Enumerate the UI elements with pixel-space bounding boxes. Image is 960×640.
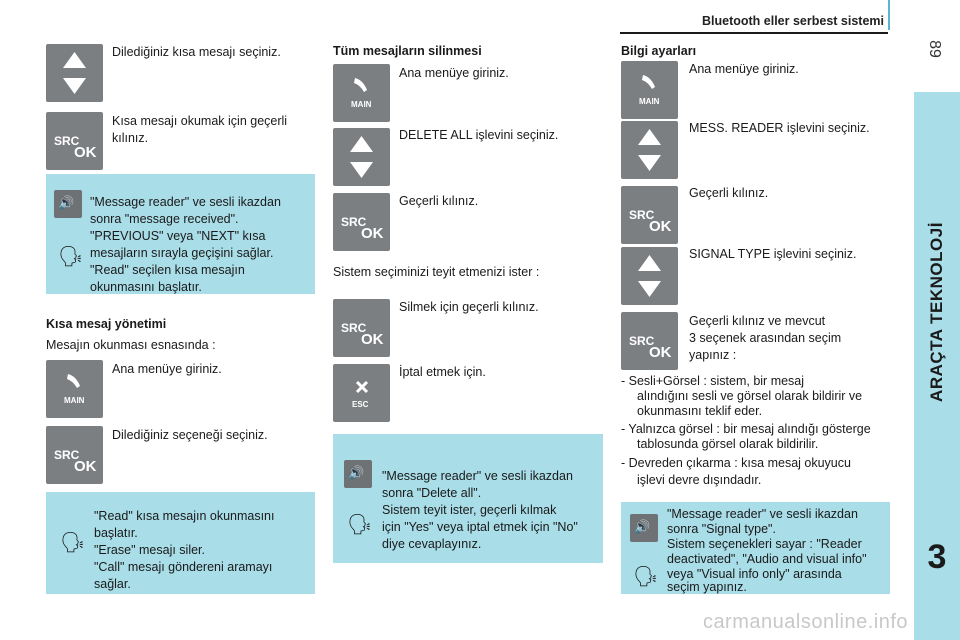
list-item-cont: tablosunda görsel olarak bildirilir.	[637, 437, 819, 451]
src-ok-button-icon: SRC OK	[46, 426, 103, 484]
src-ok-button-icon: SRC OK	[333, 299, 390, 357]
info-line: "Read" kısa mesajın okunmasını	[94, 509, 275, 523]
info-line: deactivated", "Audio and visual info"	[667, 552, 867, 566]
src-ok-button-icon: SRC OK	[333, 193, 390, 251]
src-ok-button-icon: SRC OK	[621, 186, 678, 244]
col1-step-validate-l1: Kısa mesajı okumak için geçerli	[112, 114, 288, 128]
up-down-arrows-button-icon	[46, 44, 103, 102]
list-item-cont: alındığını sesli ve görsel olarak bildirir ve	[637, 389, 863, 403]
col3-step-choose-l1: Geçerli kılınız ve mevcut	[689, 314, 826, 328]
col1-voice-info-box	[46, 174, 315, 294]
list-item: - Devreden çıkarma : kısa mesaj okuyucu	[621, 456, 851, 470]
info-line: "Call" mesajı göndereni aramayı	[94, 560, 273, 574]
section-title-delete-all: Tüm mesajların silinmesi	[333, 44, 482, 58]
src-ok-button-icon: SRC OK	[621, 312, 678, 370]
col3-voice-info-box	[621, 502, 890, 594]
list-item-cont: işlevi devre dışındadır.	[637, 473, 762, 487]
section-title-message-management: Kısa mesaj yönetimi	[46, 317, 167, 331]
info-line: sonra "Delete all".	[382, 486, 482, 500]
col1-step-select-message: Dilediğiniz kısa mesajı seçiniz.	[112, 45, 281, 59]
up-down-arrows-button-icon	[333, 128, 390, 186]
col1-voice-info-box-2	[46, 492, 315, 594]
speaking-head-icon: 🗣	[633, 566, 659, 588]
info-line: sağlar.	[94, 577, 131, 591]
info-line: Sistem seçenekleri sayar : "Reader	[667, 537, 862, 551]
chapter-title: ARAÇTA TEKNOLOJİ	[927, 222, 946, 402]
info-line: başlatır.	[94, 526, 138, 540]
src-ok-button-icon: SRC OK	[46, 112, 103, 170]
voice-command-icon: 🔊	[54, 190, 82, 218]
info-line: "Read" seçilen kısa mesajın	[90, 263, 245, 277]
up-down-arrows-button-icon	[621, 247, 678, 305]
col2-step-validate: Geçerli kılınız.	[399, 194, 479, 208]
info-line: "Message reader" ve sesli ikazdan	[90, 195, 281, 209]
speaking-head-icon: 🗣	[347, 514, 373, 536]
chapter-number: 3	[927, 538, 947, 576]
col2-step-cancel: İptal etmek için.	[399, 365, 486, 379]
info-line: mesajların sırayla geçişini sağlar.	[90, 246, 274, 260]
col3-step-signal-type: SIGNAL TYPE işlevini seçiniz.	[689, 247, 857, 261]
main-menu-button-icon: MAIN	[333, 64, 390, 122]
info-line: diye cevaplayınız.	[382, 537, 482, 551]
info-line: sonra "message received".	[90, 212, 239, 226]
header-accent-line	[888, 0, 890, 30]
info-line: "PREVIOUS" veya "NEXT" kısa	[90, 229, 266, 243]
col2-confirm-text: Sistem seçiminizi teyit etmenizi ister :	[333, 265, 540, 279]
section-intro: Mesajın okunması esnasında :	[46, 338, 216, 352]
col2-step-delete-confirm: Silmek için geçerli kılınız.	[399, 300, 539, 314]
col2-voice-info-box	[333, 434, 603, 563]
col1-step-main-menu: Ana menüye giriniz.	[112, 362, 222, 376]
section-title-info-settings: Bilgi ayarları	[621, 44, 697, 58]
col3-step-choose-l2: 3 seçenek arasından seçim	[689, 331, 842, 345]
col1-step-select-option: Dilediğiniz seçeneği seçiniz.	[112, 428, 268, 442]
voice-command-icon: 🔊	[630, 514, 658, 542]
chapter-side-tab	[914, 92, 960, 640]
header-title: Bluetooth eller serbest sistemi	[701, 14, 884, 28]
info-line: Sistem teyit ister, geçerli kılmak	[382, 503, 557, 517]
up-down-arrows-button-icon	[621, 121, 678, 179]
main-menu-button-icon: MAIN	[46, 360, 103, 418]
col3-step-validate: Geçerli kılınız.	[689, 186, 769, 200]
esc-button-icon: ESC	[333, 364, 390, 422]
info-line: seçim yapınız.	[667, 580, 747, 594]
watermark: carmanualsonline.info	[702, 611, 908, 633]
main-menu-button-icon: MAIN	[621, 61, 678, 119]
list-item: - Sesli+Görsel : sistem, bir mesaj	[621, 374, 805, 388]
col1-step-validate-l2: kılınız.	[112, 131, 149, 145]
col2-step-delete-all: DELETE ALL işlevini seçiniz.	[399, 128, 559, 142]
col3-step-choose-l3: yapınız :	[689, 348, 737, 362]
info-line: okunmasını başlatır.	[90, 280, 202, 294]
list-item-cont: okunmasını teklif eder.	[637, 404, 763, 418]
col2-step-main-menu: Ana menüye giriniz.	[399, 66, 509, 80]
header-rule	[620, 32, 888, 34]
page-number: 89	[926, 40, 943, 58]
speaking-head-icon: 🗣	[58, 246, 84, 268]
info-line: sonra "Signal type".	[667, 522, 776, 536]
info-line: "Erase" mesajı siler.	[94, 543, 205, 557]
list-item: - Yalnızca görsel : bir mesaj alındığı gösterge	[621, 422, 871, 436]
info-line: için "Yes" veya iptal etmek için "No"	[382, 520, 578, 534]
info-line: "Message reader" ve sesli ikazdan	[667, 507, 858, 521]
info-line: "Message reader" ve sesli ikazdan	[382, 469, 573, 483]
speaking-head-icon: 🗣	[60, 532, 86, 554]
col3-step-mess-reader: MESS. READER işlevini seçiniz.	[689, 121, 870, 135]
info-line: veya "Visual info only" arasında	[667, 567, 842, 581]
voice-command-icon: 🔊	[344, 460, 372, 488]
col3-step-main-menu: Ana menüye giriniz.	[689, 62, 799, 76]
